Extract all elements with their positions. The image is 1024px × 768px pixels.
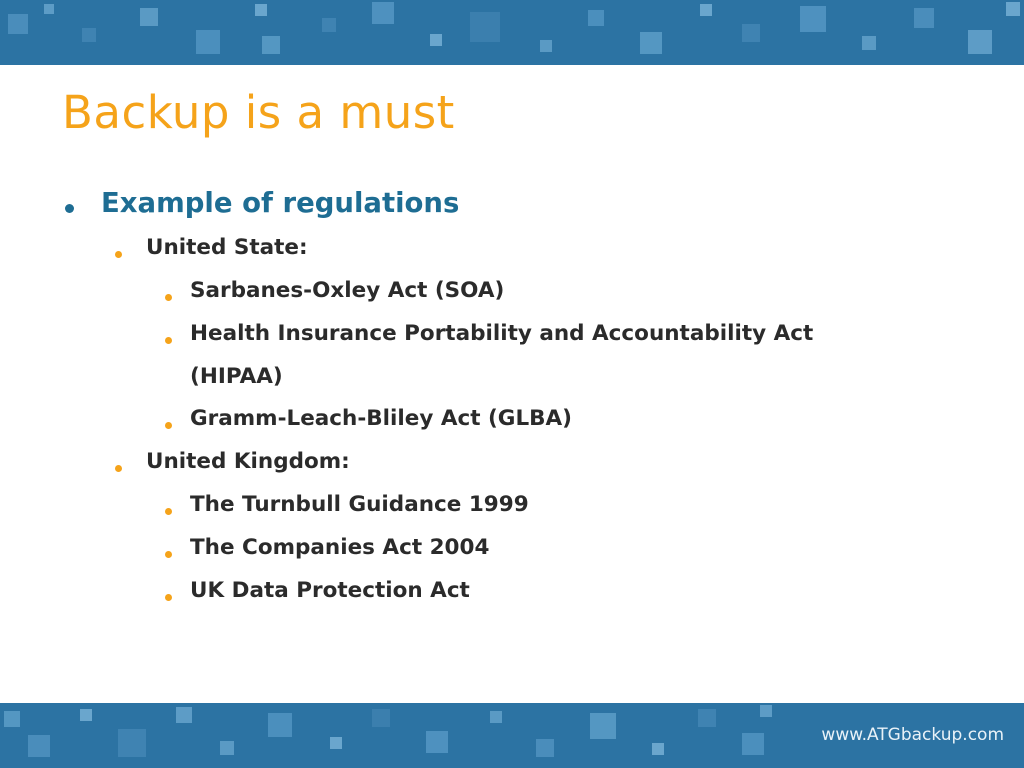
decor-square: [28, 735, 50, 757]
decor-square: [700, 4, 712, 16]
bullet-dot: [165, 294, 172, 301]
bullet-example-of-regulations: Example of regulations: [101, 187, 460, 219]
bullet-united-state: United State:: [146, 235, 308, 260]
decor-square: [862, 36, 876, 50]
decor-square: [176, 707, 192, 723]
decor-square: [372, 2, 394, 24]
list-item: The Companies Act 2004: [190, 535, 490, 560]
decor-square: [698, 709, 716, 727]
decor-square: [914, 8, 934, 28]
decor-square: [4, 711, 20, 727]
bullet-united-kingdom: United Kingdom:: [146, 449, 350, 474]
footer-website-url: www.ATGbackup.com: [821, 725, 1004, 745]
decor-square: [640, 32, 662, 54]
list-item-continuation: (HIPAA): [190, 364, 283, 389]
decor-square: [760, 705, 772, 717]
decor-square: [262, 36, 280, 54]
decor-square: [430, 34, 442, 46]
decor-square: [968, 30, 992, 54]
list-item: UK Data Protection Act: [190, 578, 470, 603]
list-item: Sarbanes-Oxley Act (SOA): [190, 278, 505, 303]
list-item: Health Insurance Portability and Accountability Act: [190, 321, 814, 346]
list-item: Gramm-Leach-Bliley Act (GLBA): [190, 406, 573, 431]
bullet-dot: [115, 465, 122, 472]
bullet-dot: [165, 422, 172, 429]
decor-square: [8, 14, 28, 34]
decor-square: [82, 28, 96, 42]
bullet-dot: [115, 251, 122, 258]
decor-square: [1006, 2, 1020, 16]
bullet-dot: [165, 508, 172, 515]
decor-square: [268, 713, 292, 737]
decor-square: [490, 711, 502, 723]
decor-square: [330, 737, 342, 749]
decor-square: [588, 10, 604, 26]
decor-square: [196, 30, 220, 54]
decor-square: [140, 8, 158, 26]
list-item: The Turnbull Guidance 1999: [190, 492, 529, 517]
decor-square: [742, 24, 760, 42]
top-decorative-band: [0, 0, 1024, 65]
decor-square: [426, 731, 448, 753]
decor-square: [80, 709, 92, 721]
decor-square: [44, 4, 54, 14]
decor-square: [220, 741, 234, 755]
decor-square: [590, 713, 616, 739]
bullet-dot: [65, 204, 74, 213]
bullet-dot: [165, 594, 172, 601]
decor-square: [652, 743, 664, 755]
bullet-dot: [165, 337, 172, 344]
decor-square: [470, 12, 500, 42]
decor-square: [118, 729, 146, 757]
decor-square: [800, 6, 826, 32]
decor-square: [255, 4, 267, 16]
decor-square: [322, 18, 336, 32]
decor-square: [540, 40, 552, 52]
bullet-dot: [165, 551, 172, 558]
decor-square: [536, 739, 554, 757]
decor-square: [372, 709, 390, 727]
decor-square: [742, 733, 764, 755]
slide-title: Backup is a must: [62, 86, 455, 139]
